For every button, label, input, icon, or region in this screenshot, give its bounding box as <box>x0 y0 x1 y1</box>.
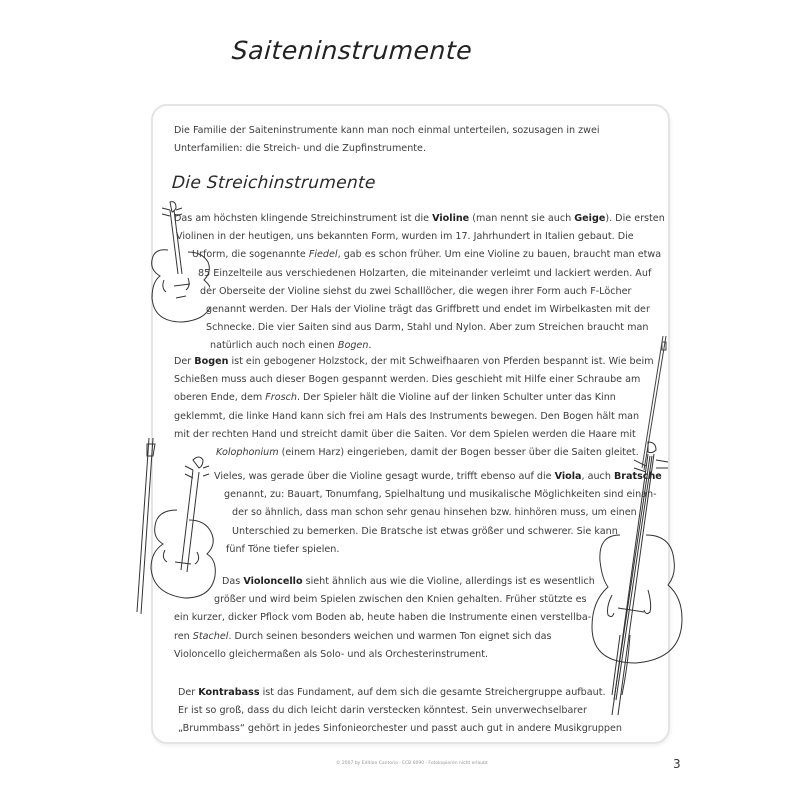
text-line: Der Bogen ist ein gebogener Holzstock, der mit Schweifhaaren von Pferden bespannt ist. Wie beim <box>174 356 654 367</box>
paragraph-kontrabass <box>178 684 622 739</box>
text-line: Violoncello gleichermaßen als Solo- und als Orchesterinstrument. <box>174 648 489 660</box>
text-line: ren Stachel. Durch seinen besonders weichen und warmen Ton eignet sich das <box>174 630 552 642</box>
violin-illustration <box>140 200 210 330</box>
text-line: größer und wird beim Spielen zwischen den Knien gehalten. Früher stützte es <box>214 594 587 606</box>
text-line: ein kurzer, dicker Pflock vom Boden ab, heute haben die Instrumente einen verstellba- <box>174 612 592 624</box>
text-line: genannt, zu: Bauart, Tonumfang, Spielhaltung und musikalische Möglichkeiten sind einan- <box>224 489 657 501</box>
text-line: geklemmt, die linke Hand kann sich frei am Hals des Instruments bewegen. Den Bogen hält man <box>174 410 640 422</box>
paragraph-bogen <box>174 353 654 462</box>
paragraph-violine <box>174 210 665 356</box>
intro-line: Die Familie der Saiteninstrumente kann man noch einmal unterteilen, sozusagen in zwei <box>174 125 600 136</box>
text-line: „Brummbass“ gehört in jedes Sinfonieorchester und passt auch gut in andere Musikgruppen <box>178 723 622 735</box>
text-line: Urform, die sogenannte Fiedel, gab es schon früher. Um eine Violine zu bauen, braucht man etwa <box>192 249 662 261</box>
text-line: Schnecke. Die vier Saiten sind aus Darm, Stahl und Nylon. Aber zum Streichen braucht man <box>206 322 649 334</box>
viola-illustration <box>135 430 225 620</box>
text-line: Kolophonium (einem Harz) eingerieben, damit der Bogen besser über die Saiten gleitet. <box>216 447 639 459</box>
text-line: Das am höchsten klingende Streichinstrument ist die Violine (man nennt sie auch Geige). Die ersten <box>174 213 665 224</box>
intro-paragraph <box>174 122 600 158</box>
text-line: der so ähnlich, dass man schon sehr genau hinsehen bzw. hinhören muss, um einen <box>232 507 637 519</box>
text-line: oberen Ende, dem Frosch. Der Spieler hält die Violine auf der linken Schulter unter das Kinn <box>174 392 616 404</box>
text-line: fünf Töne tiefer spielen. <box>226 543 340 555</box>
text-line: Violinen in der heutigen, uns bekannten Form, wurden im 17. Jahrhundert in Italien gebaut. Die <box>176 231 634 243</box>
text-line: Schießen muss auch dieser Bogen gespannt werden. Dies geschieht mit Hilfe einer Schraube am <box>174 374 641 386</box>
intro-line: Unterfamilien: die Streich- und die Zupfinstrumente. <box>174 143 426 155</box>
text-line: Er ist so groß, dass du dich leicht darin verstecken könntest. Sein unverwechselbarer <box>178 705 587 717</box>
text-line: Der Kontrabass ist das Fundament, auf dem sich die gesamte Streichergruppe aufbaut. <box>178 687 606 698</box>
text-line: 85 Einzelteile aus verschiedenen Holzarten, die miteinander verleimt und lackiert werden. Auf <box>198 267 652 279</box>
text-line: Vieles, was gerade über die Violine gesagt wurde, trifft ebenso auf die Viola, auch Bratsche <box>214 471 662 482</box>
paragraph-violoncello <box>174 573 595 664</box>
cello-illustration <box>590 440 710 725</box>
page-title: Saiteninstrumente <box>230 36 474 65</box>
page-number: 3 <box>673 757 681 771</box>
footer-copyright: © 2007 by Edition Cantorio · ECB 6090 · Fotokopieren nicht erlaubt <box>336 761 488 766</box>
text-line: Unterschied zu bemerken. Die Bratsche ist etwas größer und schwerer. Sie kann <box>232 525 618 537</box>
text-line: der Oberseite der Violine siehst du zwei Schalllöcher, die wegen ihrer Form auch F-Löcher <box>200 285 632 297</box>
text-line: genannt werden. Der Hals der Violine trägt das Griffbrett und endet im Wirbelkasten mit der <box>206 304 650 316</box>
text-line: natürlich auch noch einen Bogen. <box>210 340 372 352</box>
text-line: Das Violoncello sieht ähnlich aus wie die Violine, allerdings ist es wesentlich <box>222 576 595 587</box>
text-line: mit der rechten Hand und streicht damit über die Saiten. Vor dem Spielen werden die Haare mit <box>174 428 636 440</box>
section-heading: Die Streichinstrumente <box>171 173 377 193</box>
